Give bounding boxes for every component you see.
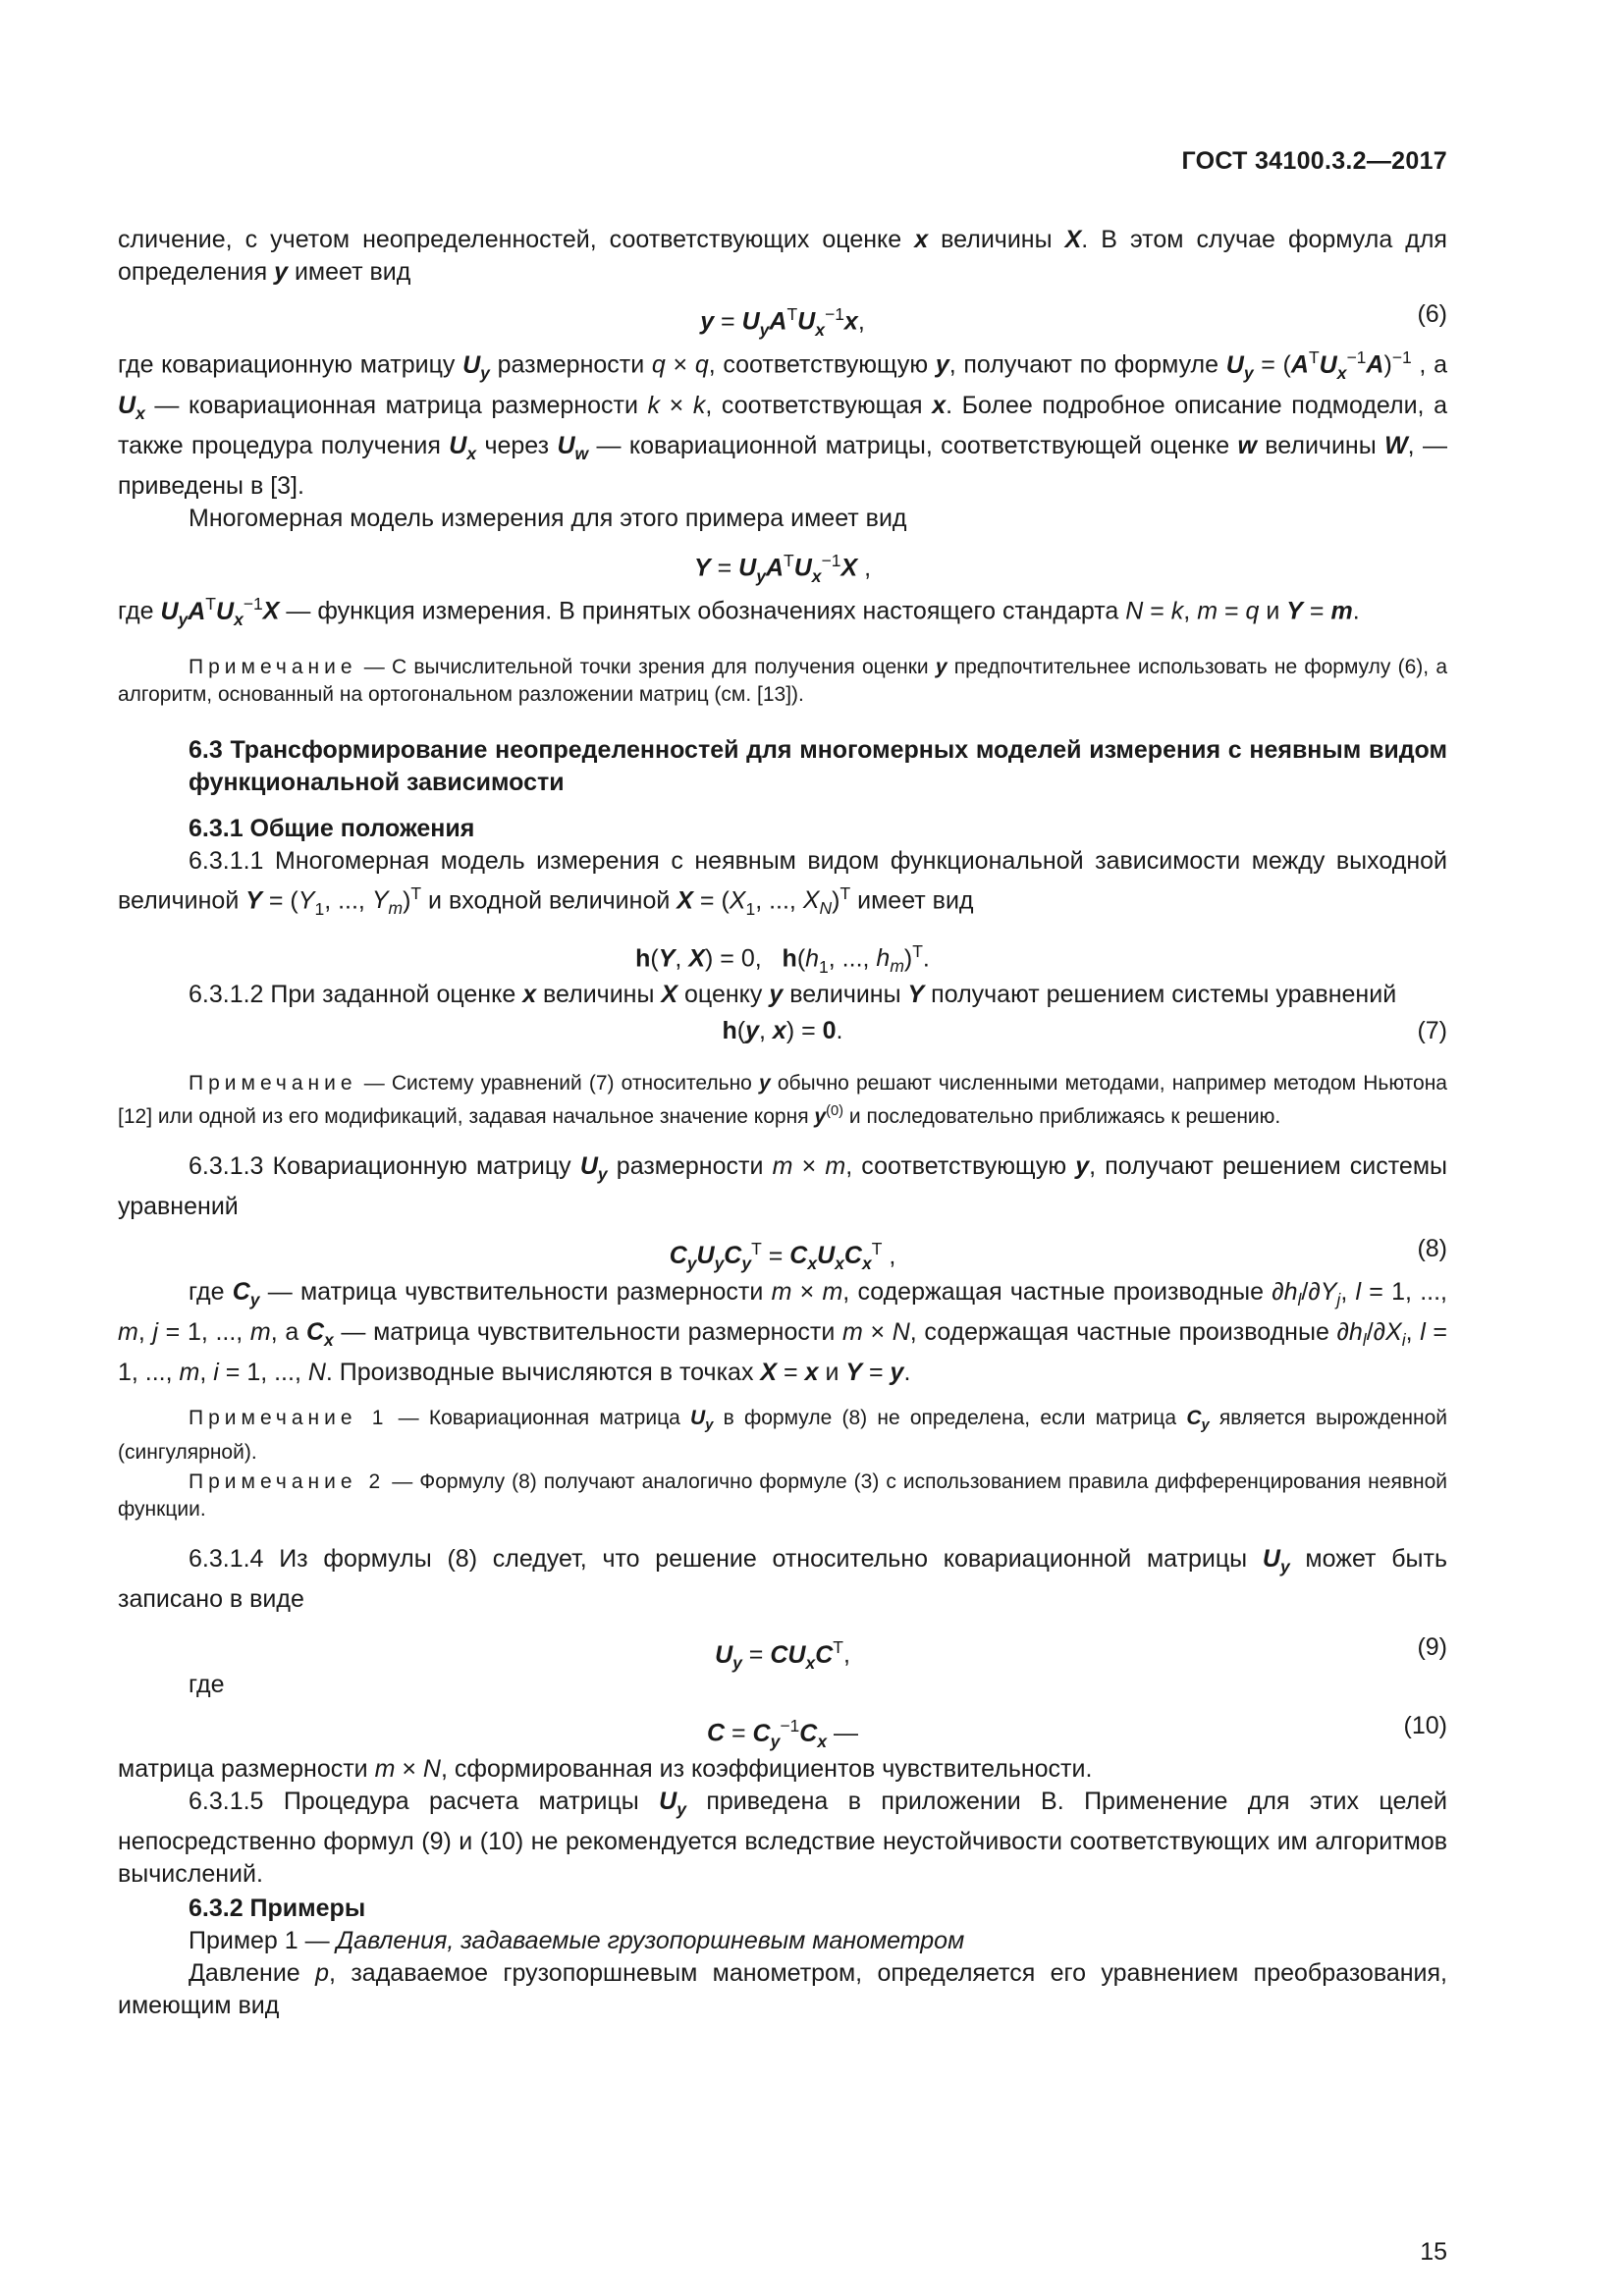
page-number: 15 (1420, 2238, 1447, 2266)
paragraph-sensitivity: где $C_y$ — матрица чувствительности размерности m × m, содержащая частные производные $\partial h_l/\partial Y_j$, l = 1, ..., m, j = 1, ..., m, а $C_x$ — матрица чувствительности размерности m × N, содержащая частные производные $\partial h_l/\partial X_i$, l = 1, ..., m, i = 1, ..., N. Производные вычисляются в точках X = x и Y = y. (118, 1277, 1448, 1386)
subsection-6-3-1-title: 6.3.1 Общие положения (189, 814, 475, 842)
note-1: Примечание — С вычислительной точки зрения для получения оценки y предпочтительнее использовать не формулу (6), а алгоритм, основанный на ортогональном разложении матриц (см. [13]). (118, 655, 1448, 706)
formula-6: $y = U_yA^TU_x^{-1}x$, (6) (118, 296, 1447, 332)
subsection-6-3-2-title: 6.3.2 Примеры (189, 1895, 366, 1923)
paragraph-intro: сличение, с учетом неопределенностей, соответствующих оценке x величины X. В этом случае формула для определения y имеет вид (118, 226, 1447, 286)
paragraph-6-3-1-5: 6.3.1.5 Процедура расчета матрицы $U_y$ приведена в приложении В. Применение для этих целей непосредственно формул (9) и (10) не рекомендуется вследствие неустойчивости соответствующих им алгоритмов вычислений. (118, 1788, 1447, 1889)
page-content (118, 224, 1447, 2022)
formula-8-number: (8) (1417, 1234, 1447, 1262)
note-label-2: Примечание 2 (189, 1470, 386, 1494)
paragraph-pressure: Давление p, задаваемое грузопоршневым манометром, определяется его уравнением преобразования, имеющим вид (118, 1959, 1447, 2020)
note-label: Примечание (189, 1071, 357, 1095)
section-6-3-title: 6.3 Трансформирование неопределенностей для многомерных моделей измерения с неявным видом функциональной зависимости (189, 735, 1447, 796)
paragraph-function: где $U_yA^TU_x^{-1}X$ — функция измерения. В принятых обозначениях настоящего стандарта N = k, m = q и Y = m. (118, 594, 1360, 629)
formula-8: $C_yU_yC_y^T = C_xU_xC_x^T$ , (8) (118, 1231, 1447, 1266)
formula-9-number: (9) (1417, 1633, 1447, 1662)
note-label: Примечание (189, 655, 357, 678)
paragraph-6-3-1-1: 6.3.1.1 Многомерная модель измерения с неявным видом функциональной зависимости между выходной величиной $Y = (Y_1$, ..., $Y_m)^T$ и входной величиной $X = (X_1$, ..., $X_N)^T$ имеет вид (118, 846, 1447, 919)
where-word: где (189, 1671, 225, 1699)
paragraph-covariance: где ковариационную матрицу $U_y$ размерности q × q, соответствующую y, получают по формуле $U_y = (A^TU_x^{-1}A)^{-1}$ , а $U_x$ — ковариационная матрица размерности k × k, соответствующая x. Более подробное описание подмодели, а также процедура получения $U_x$ через $U_w$ — ковариационной матрицы, соответствующей оценке w величины W, — приведены в [3]. (118, 347, 1447, 500)
note-label-1: Примечание 1 (189, 1406, 389, 1429)
note-2: Примечание — Систему уравнений (7) относительно y обычно решают численными методами, например методом Ньютона [12] или одной из его модификаций, задавая начальное значение корня $y^{(0)}$ и последовательно приближаясь к решению. (118, 1071, 1447, 1128)
formula-implicit-model: h(Y, X) = 0, $h(h_1$, ..., $h_m)^T$. (635, 940, 930, 977)
formula-6-number: (6) (1417, 300, 1447, 328)
formula-model: $Y = U_yA^TU_x^{-1}X$ , (693, 551, 872, 586)
paragraph-6-3-1-4: 6.3.1.4 Из формулы (8) следует, что решение относительно ковариационной матрицы $U_y$ может быть записано в виде (118, 1545, 1447, 1614)
paragraph-matrix-c: матрица размерности m × N, сформированная из коэффициентов чувствительности. (118, 1755, 1093, 1784)
note-3-1: Примечание 1 — Ковариационная матрица $U_y$ в формуле (8) не определена, если матрица $C_y$ является вырожденной (сингулярной). (118, 1406, 1447, 1465)
formula-10: $C = C_y^{-1}C_x$ — (10) (118, 1708, 1447, 1743)
formula-7: h(y, x) = 0. (7) (118, 1013, 1447, 1048)
paragraph-6-3-1-3: 6.3.1.3 Ковариационную матрицу $U_y$ размерности m × m, соответствующую y, получают решением системы уравнений (118, 1151, 1447, 1220)
standard-header: ГОСТ 34100.3.2—2017 (1181, 147, 1447, 175)
note-3-2: Примечание 2 — Формулу (8) получают аналогично формуле (3) с использованием правила дифференцирования неявной функции. (118, 1470, 1447, 1522)
example-1-title: Пример 1 — Давления, задаваемые грузопоршневым манометром (189, 1927, 965, 1955)
paragraph-6-3-1-2: 6.3.1.2 При заданной оценке x величины X оценку y величины Y получают решением системы уравнений (189, 980, 1397, 1008)
formula-7-number: (7) (1417, 1016, 1447, 1044)
paragraph-model: Многомерная модель измерения для этого примера имеет вид (189, 505, 907, 532)
formula-9: $U_y = CU_xC^T$, (9) (118, 1629, 1447, 1665)
formula-10-number: (10) (1403, 1712, 1447, 1740)
